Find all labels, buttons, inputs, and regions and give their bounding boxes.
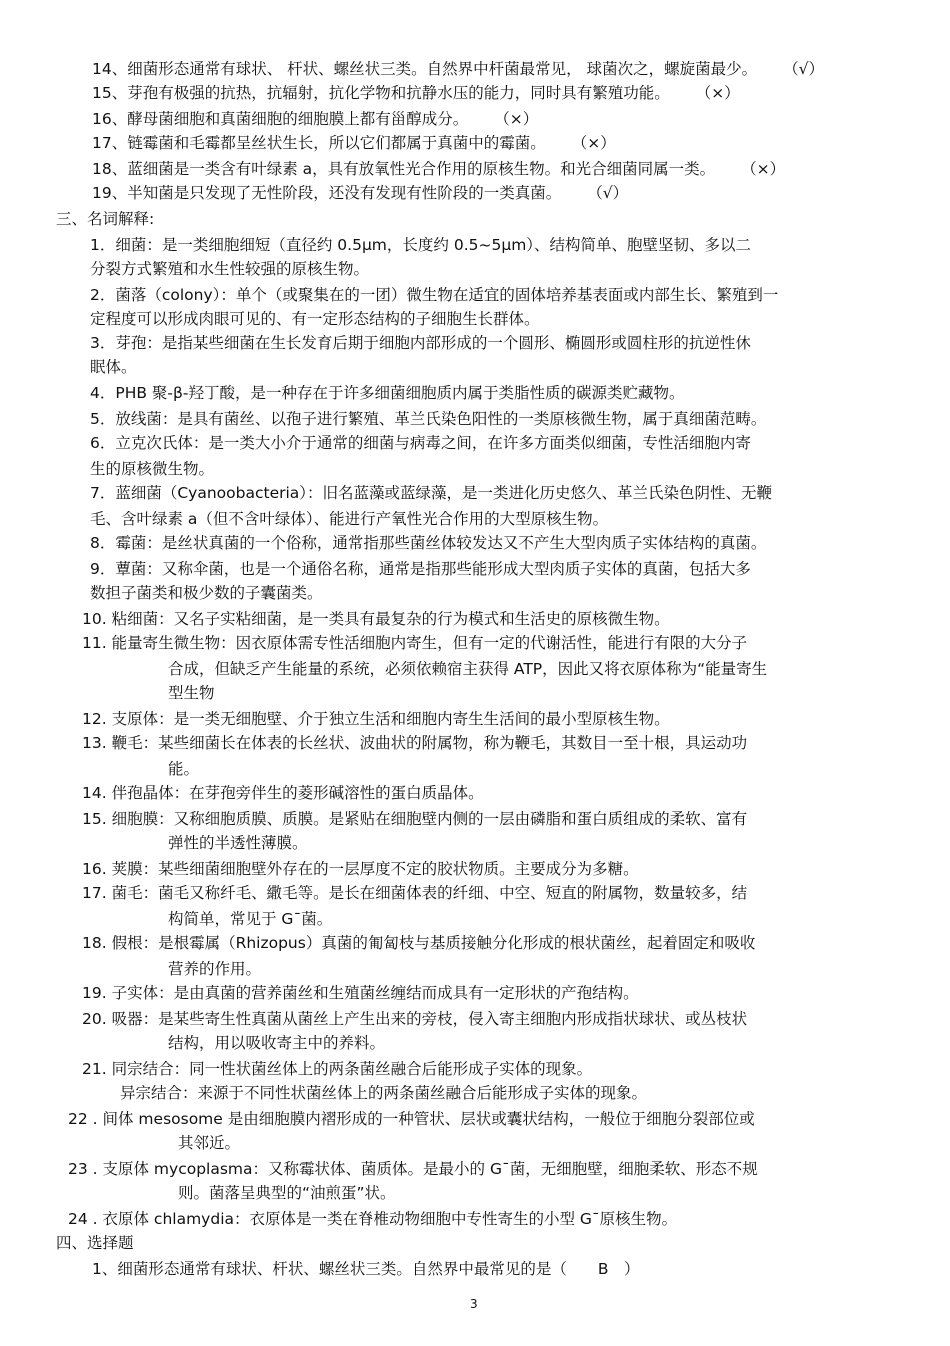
definition-line: 能。 xyxy=(168,760,200,778)
definition-line: 型生物 xyxy=(168,684,215,702)
definition-line: 7．蓝细菌（Cyanoobacteria）：旧名蓝藻或蓝绿藻，是一类进化历史悠久、革兰氏染色阴性、无鞭 xyxy=(90,484,773,502)
definition-line: 5．放线菌：是具有菌丝、以孢子进行繁殖、革兰氏染色阳性的一类原核微生物，属于真细菌范畴。 xyxy=(90,410,767,428)
answer-mark: （×） xyxy=(695,84,740,102)
definition-line: 10. 粘细菌：又名子实粘细菌，是一类具有最复杂的行为模式和生活史的原核微生物。 xyxy=(82,610,670,628)
definition-line: 生的原核微生物。 xyxy=(90,460,215,478)
definition-line: 23 . 支原体 mycoplasma：又称霉状体、菌质体。是最小的 G¯菌，无细胞壁，细胞柔软、形态不规 xyxy=(68,1160,758,1178)
definition-line: 16. 荚膜：某些细菌细胞壁外存在的一层厚度不定的胶状物质。主要成分为多糖。 xyxy=(82,860,639,878)
answer-mark: （×） xyxy=(571,134,616,152)
definition-line: 数担子菌类和极少数的子囊菌类。 xyxy=(90,584,323,602)
true-false-item xyxy=(92,108,538,130)
statement-text: 15、芽孢有极强的抗热，抗辐射，抗化学物和抗静水压的能力，同时具有繁殖功能。 xyxy=(92,84,670,102)
definition-line: 合成，但缺乏产生能量的系统，必须依赖宿主获得 ATP，因此又将衣原体称为“能量寄生 xyxy=(168,660,768,678)
definition-line: 4．PHB 聚-β-羟丁酸，是一种存在于许多细菌细胞质内属于类脂性质的碳源类贮藏物。 xyxy=(90,384,685,402)
answer-mark: （×） xyxy=(741,160,786,178)
definition-line: 结构，用以吸收寄主中的养料。 xyxy=(168,1034,386,1052)
definition-line: 弹性的半透性薄膜。 xyxy=(168,834,308,852)
definition-line: 营养的作用。 xyxy=(168,960,262,978)
definition-line: 则。菌落呈典型的“油煎蛋”状。 xyxy=(178,1184,396,1202)
true-false-item xyxy=(92,58,824,80)
definition-line: 17. 菌毛：菌毛又称纤毛、繖毛等。是长在细菌体表的纤细、中空、短直的附属物，数量较多，结 xyxy=(82,884,748,902)
definition-line: 22 . 间体 mesosome 是由细胞膜内褶形成的一种管状、层状或囊状结构，一般位于细胞分裂部位或 xyxy=(68,1110,755,1128)
definition-line: 定程度可以形成肉眼可见的、有一定形态结构的子细胞生长群体。 xyxy=(90,310,540,328)
definition-line: 8．霉菌：是丝状真菌的一个俗称，通常指那些菌丝体较发达又不产生大型肉质子实体结构的真菌。 xyxy=(90,534,767,552)
statement-text: 16、酵母菌细胞和真菌细胞的细胞膜上都有甾醇成分。 xyxy=(92,110,469,128)
statement-text: 19、半知菌是只发现了无性阶段，还没有发现有性阶段的一类真菌。 xyxy=(92,184,562,202)
definition-line: 3．芽孢：是指某些细菌在生长发育后期于细胞内部形成的一个圆形、椭圆形或圆柱形的抗逆性休 xyxy=(90,334,751,352)
definition-line: 分裂方式繁殖和水生性较强的原核生物。 xyxy=(90,260,370,278)
page-number: 3 xyxy=(470,1297,478,1311)
definition-line: 15. 细胞膜：又称细胞质膜、质膜。是紧贴在细胞壁内侧的一层由磷脂和蛋白质组成的柔软、富有 xyxy=(82,810,748,828)
answer-mark: （√） xyxy=(587,184,629,202)
definition-line: 眠体。 xyxy=(90,358,137,376)
statement-text: 14、细菌形态通常有球状、 杆状、螺丝状三类。自然界中杆菌最常见， 球菌次之，螺旋菌最少。 xyxy=(92,60,758,78)
definition-line: 异宗结合：来源于不同性状菌丝体上的两条菌丝融合后能形成子实体的现象。 xyxy=(120,1084,648,1102)
true-false-item xyxy=(92,132,616,154)
true-false-item xyxy=(92,158,785,180)
definition-line: 20. 吸器：是某些寄生性真菌从菌丝上产生出来的旁枝，侵入寄主细胞内形成指状球状、或丛枝状 xyxy=(82,1010,748,1028)
definition-line: 2．菌落（colony）：单个（或聚集在的一团）微生物在适宜的固体培养基表面或内部生长、繁殖到一 xyxy=(90,286,779,304)
choice-question: 1、细菌形态通常有球状、杆状、螺丝状三类。自然界中最常见的是（ B ） xyxy=(92,1260,640,1278)
answer-mark: （√） xyxy=(783,60,824,78)
definition-line: 9．蕈菌：又称伞菌，也是一个通俗名称，通常是指那些能形成大型肉质子实体的真菌，包括大多 xyxy=(90,560,751,578)
definition-line: 12. 支原体：是一类无细胞壁、介于独立生活和细胞内寄生生活间的最小型原核生物。 xyxy=(82,710,670,728)
true-false-item xyxy=(92,182,628,204)
definition-line: 18. 假根：是根霉属（Rhizopus）真菌的匍匐枝与基质接触分化形成的根状菌丝，起着固定和吸收 xyxy=(82,934,756,952)
statement-text: 18、蓝细菌是一类含有叶绿素 a，具有放氧性光合作用的原核生物。和光合细菌同属一类。 xyxy=(92,160,716,178)
definition-line: 14. 伴孢晶体：在芽孢旁伴生的菱形碱溶性的蛋白质晶体。 xyxy=(82,784,484,802)
definition-line: 其邻近。 xyxy=(178,1134,241,1152)
definition-line: 1．细菌：是一类细胞细短（直径约 0.5μm，长度约 0.5~5μm）、结构简单、胞壁坚韧、多以二 xyxy=(90,236,752,254)
definition-line: 6．立克次氏体：是一类大小介于通常的细菌与病毒之间，在许多方面类似细菌，专性活细胞内寄 xyxy=(90,434,751,452)
answer-mark: （×） xyxy=(494,110,539,128)
definition-line: 24 . 衣原体 chlamydia：衣原体是一类在脊椎动物细胞中专性寄生的小型 G¯原核生物。 xyxy=(68,1210,678,1228)
definition-line: 21. 同宗结合：同一性状菌丝体上的两条菌丝融合后能形成子实体的现象。 xyxy=(82,1060,593,1078)
definition-line: 19. 子实体：是由真菌的营养菌丝和生殖菌丝缠结而成具有一定形状的产孢结构。 xyxy=(82,984,639,1002)
definition-line: 13. 鞭毛：某些细菌长在体表的长丝状、波曲状的附属物，称为鞭毛，其数目一至十根，具运动功 xyxy=(82,734,748,752)
definition-line: 毛、含叶绿素 a（但不含叶绿体）、能进行产氧性光合作用的大型原核生物。 xyxy=(90,510,609,528)
definition-line: 11. 能量寄生微生物：因衣原体需专性活细胞内寄生，但有一定的代谢活性，能进行有限的大分子 xyxy=(82,634,748,652)
section-heading: 三、名词解释: xyxy=(56,210,155,228)
definition-line: 构简单，常见于 G¯菌。 xyxy=(168,910,333,928)
statement-text: 17、链霉菌和毛霉都呈丝状生长，所以它们都属于真菌中的霉菌。 xyxy=(92,134,546,152)
true-false-item xyxy=(92,82,740,104)
section-heading: 四、选择题 xyxy=(56,1234,134,1252)
